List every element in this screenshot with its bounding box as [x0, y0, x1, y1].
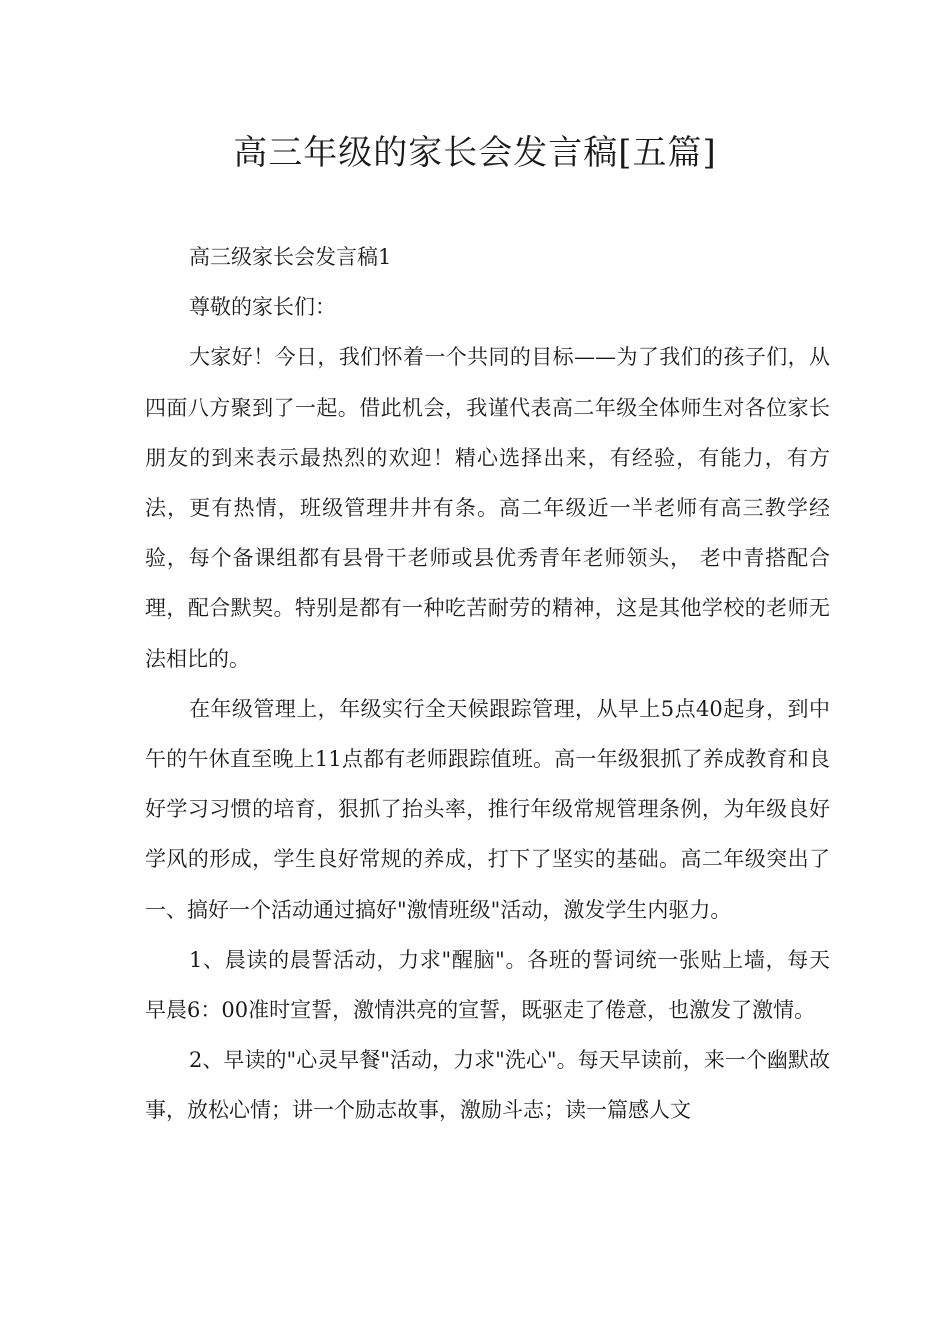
salutation: 尊敬的家长们： — [189, 295, 336, 320]
paragraph-item-2: 2、早读的"心灵早餐"活动，力求"洗心"。每天早读前，来一个幽默故事，放松心情；讲一个励志故事，激励斗志；读一篇感人文 — [145, 1048, 830, 1123]
paragraph-item-1: 1、晨读的晨誓活动，力求"醒脑"。各班的誓词统一张贴上墙，每天早晨6：00准时宣誓，激情洪亮的宣誓，既驱走了倦意，也激发了激情。 — [145, 947, 830, 1023]
document-body — [145, 232, 830, 1136]
paragraph-greeting: 大家好！今日，我们怀着一个共同的目标——为了我们的孩子们，从四面八方聚到了一起。借此机会，我谨代表高二年级全体师生对各位家长朋友的到来表示最热烈的欢迎！精心选择出来，有经验，有能力，有方法，更有热情，班级管理井井有条。高二年级近一半老师有高三教学经验，每个备课组都有县骨干老师或县优秀青年老师领头， 老中青搭配合理，配合默契。特别是都有一种吃苦耐劳的精神，这是其他学校的老师无法相比的。 — [145, 345, 830, 671]
section-heading: 高三级家长会发言稿1 — [189, 245, 392, 269]
paragraph-management: 在年级管理上，年级实行全天候跟踪管理，从早上5点40起身，到中午的午休直至晚上11点都有老师跟踪值班。高一年级狠抓了养成教育和良好学习习惯的培育，狠抓了抬头率，推行年级常规管理条例，为年级良好学风的形成，学生良好常规的养成，打下了坚实的基础。高二年级突出了一、搞好一个活动通过搞好"激情班级"活动，激发学生内驱力。 — [145, 696, 830, 922]
document-title: 高三年级的家长会发言稿[五篇] — [233, 133, 717, 173]
